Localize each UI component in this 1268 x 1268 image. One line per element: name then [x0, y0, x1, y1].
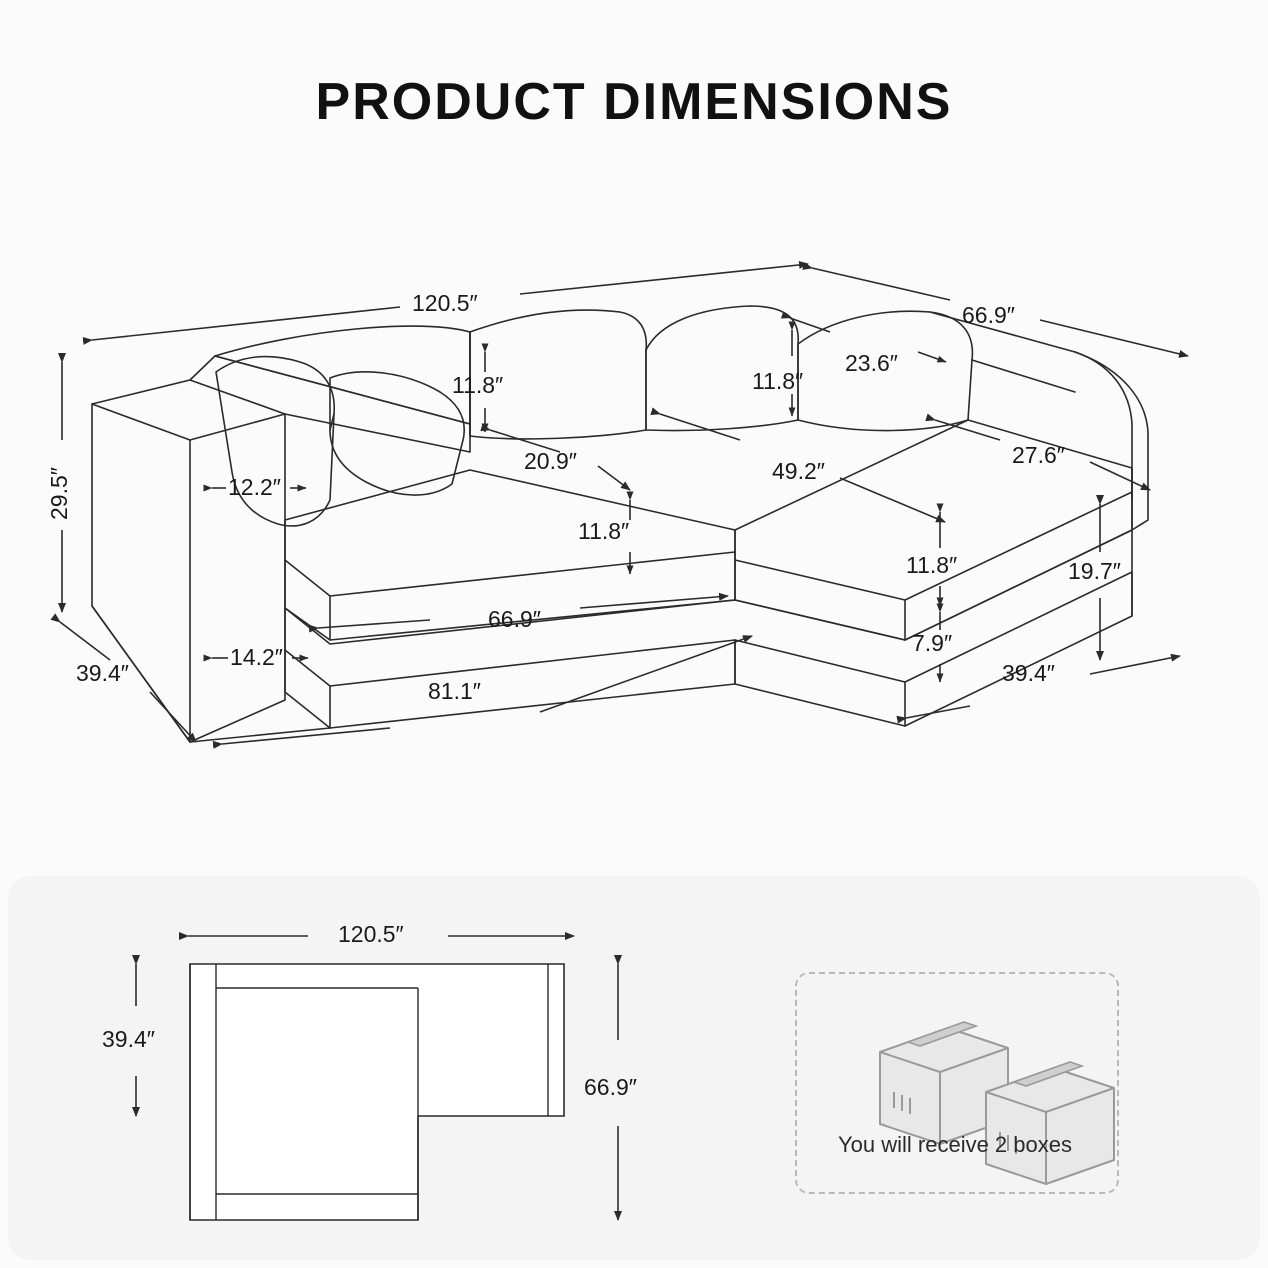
dim-chaise-width-bottom: 39.4″	[1002, 660, 1055, 686]
dim-seat-depth-left: 39.4″	[76, 660, 129, 686]
dim-footprint-depth-right: 66.9″	[584, 1074, 637, 1100]
dim-seat-cushion-thickness-left: 11.8″	[578, 518, 630, 544]
dim-overall-width: 120.5″	[412, 290, 478, 316]
dim-seat-width-outer: 81.1″	[428, 678, 481, 704]
packaging-caption: You will receive 2 boxes	[838, 1132, 1072, 1157]
dim-base-height: 7.9″	[912, 630, 953, 656]
dim-back-cushion-height-left: 11.8″	[452, 372, 504, 398]
packaging-card	[795, 972, 1119, 1194]
dim-pillow-width: 23.6″	[845, 350, 898, 376]
dim-arm-base-width: 14.2″	[230, 644, 283, 670]
dim-seat-width-inner: 66.9″	[488, 606, 541, 632]
dim-seat-depth-measure: 20.9″	[524, 448, 577, 474]
dim-footprint-width: 120.5″	[338, 921, 404, 947]
dim-chaise-cushion-thickness: 11.8″	[906, 552, 958, 578]
dim-overall-depth-right: 66.9″	[962, 302, 1015, 328]
dim-back-cushion-height-right: 11.8″	[752, 368, 804, 394]
dim-chaise-depth: 27.6″	[1012, 442, 1065, 468]
dim-chaise-seat-height: 19.7″	[1068, 558, 1121, 584]
dim-chaise-length: 49.2″	[772, 458, 825, 484]
dim-overall-height: 29.5″	[46, 467, 72, 520]
page-title: PRODUCT DIMENSIONS	[315, 73, 953, 131]
dim-footprint-depth-left: 39.4″	[102, 1026, 155, 1052]
dim-arm-top-width: 12.2″	[228, 474, 281, 500]
